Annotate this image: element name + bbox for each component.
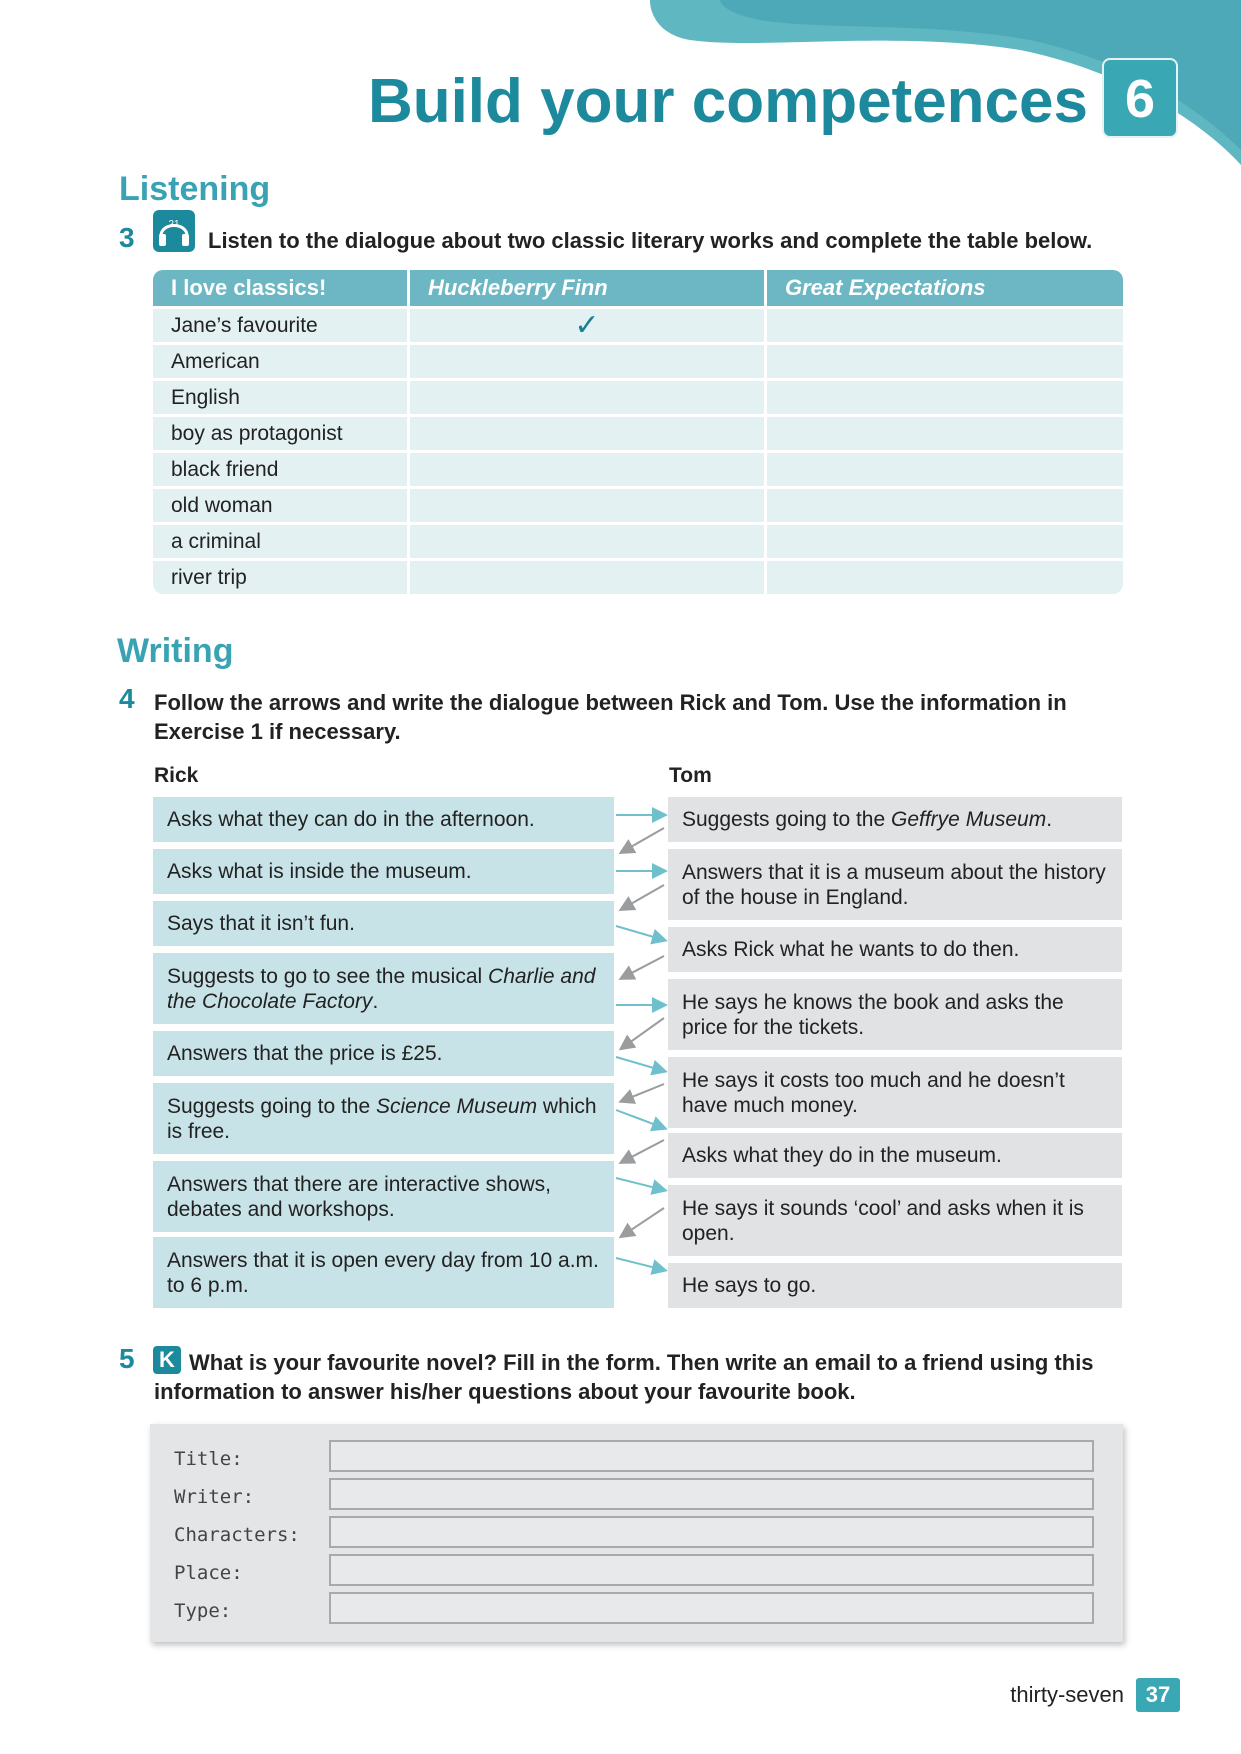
page-title: Build your competences [367,67,1088,136]
great-cell[interactable] [767,489,1123,522]
form-label-type: Type: [174,1600,232,1622]
check-mark-icon: ✓ [574,309,600,342]
huck-cell[interactable] [410,381,764,414]
listening-table [153,270,1123,597]
table-row [153,561,1123,594]
arrow-tom-to-rick [622,1208,664,1236]
exercise-3-instruction: Listen to the dialogue about two classic literary works and complete the table below. [208,228,1093,253]
huck-cell[interactable] [410,489,764,522]
arrow-tom-to-rick [622,828,664,852]
rick-step-1 [153,797,614,842]
track-number: 21 [168,219,180,230]
exercise-3-number: 3 [119,222,135,253]
writer-field[interactable] [329,1478,1094,1510]
arrow-rick-to-tom [616,1057,664,1071]
tom-step-4 [668,979,1122,1050]
row-label: American [153,345,407,378]
rick-step-3-text: Says that it isn’t fun. [167,912,355,935]
huck-cell[interactable] [410,561,764,594]
arrow-tom-to-rick [622,956,664,978]
rick-step-7 [153,1161,614,1232]
huck-cell[interactable] [410,309,764,342]
table-row [153,309,1123,342]
tom-step-5 [668,1057,1122,1128]
rick-step-8 [153,1237,614,1308]
exercise-4-instruction-line2: Exercise 1 if necessary. [154,719,401,744]
tom-step-8-text: He says to go. [682,1274,817,1297]
exercise-5-instruction-line2: information to answer his/her questions about your favourite book. [154,1379,856,1404]
arrow-tom-to-rick [622,1140,664,1162]
arrow-rick-to-tom [616,1178,664,1190]
writing-section-title: Writing [117,632,234,670]
row-label: river trip [153,561,407,594]
form-label-title: Title: [174,1448,243,1470]
exercise-5-instruction-line1: What is your favourite novel? Fill in the form. Then write an email to a friend using this [189,1350,1094,1375]
rick-step-2 [153,849,614,894]
rick-step-3 [153,901,614,946]
rick-column-label: Rick [154,764,199,787]
tom-step-2-text: Answers that it is a museum about the history of the house in England. [682,860,1106,909]
table-row [153,489,1123,522]
headphones-icon[interactable] [153,210,195,252]
great-cell[interactable] [767,309,1123,342]
arrow-rick-to-tom [616,926,664,940]
tom-step-4-text: He says he knows the book and asks the price for the tickets. [682,990,1064,1039]
great-cell[interactable] [767,525,1123,558]
rick-step-4-text: Suggests to go to see the musical Charlie and the Chocolate Factory. [167,964,596,1013]
arrow-tom-to-rick [622,1084,664,1101]
form-label-writer: Writer: [174,1486,255,1508]
row-label: boy as protagonist [153,417,407,450]
form-label-characters: Characters: [174,1524,300,1546]
arrow-rick-to-tom [616,1110,664,1128]
rick-step-5-text: Answers that the price is £25. [167,1042,443,1065]
tom-step-2 [668,849,1122,920]
rick-step-7-text: Answers that there are interactive shows, debates and workshops. [167,1172,552,1221]
tom-column-label: Tom [669,764,712,787]
tom-step-3 [668,927,1122,972]
tom-step-7-text: He says it sounds ‘cool’ and asks when it is open. [682,1196,1084,1245]
table-header-row [153,270,1123,306]
rick-step-2-text: Asks what is inside the museum. [167,860,472,883]
tom-step-8 [668,1263,1122,1308]
characters-field[interactable] [329,1516,1094,1548]
huck-cell[interactable] [410,525,764,558]
tom-step-1 [668,797,1122,842]
tom-step-3-text: Asks Rick what he wants to do then. [682,938,1020,961]
table-row [153,345,1123,378]
dialogue-arrows [614,790,668,1280]
rick-step-4 [153,953,614,1024]
listening-section-title: Listening [119,170,271,208]
place-field[interactable] [329,1554,1094,1586]
table-row [153,525,1123,558]
arrow-rick-to-tom [616,1258,664,1270]
novel-form [150,1424,1123,1642]
tom-step-1-text: Suggests going to the Geffrye Museum. [682,808,1053,831]
rick-step-5 [153,1031,614,1076]
form-label-place: Place: [174,1562,243,1584]
great-cell[interactable] [767,453,1123,486]
tom-step-6-text: Asks what they do in the museum. [682,1144,1002,1167]
table-row [153,453,1123,486]
table-header-criteria: I love classics! [153,270,407,306]
page-number-word: thirty-seven [1010,1682,1124,1707]
exercise-4-instruction-line1: Follow the arrows and write the dialogue between Rick and Tom. Use the information in [154,690,1067,715]
tom-step-7 [668,1185,1122,1256]
arrow-tom-to-rick [622,1018,664,1048]
table-row [153,417,1123,450]
exercise-4-number: 4 [119,683,135,714]
great-cell[interactable] [767,417,1123,450]
table-header-great-expectations: Great Expectations [767,270,1123,306]
type-field[interactable] [329,1592,1094,1624]
row-label: old woman [153,489,407,522]
unit-number-badge: 6 [1104,60,1176,136]
huck-cell[interactable] [410,417,764,450]
row-label: Jane’s favourite [153,309,407,342]
tom-step-5-text: He says it costs too much and he doesn’t have much money. [682,1068,1065,1117]
table-row [153,381,1123,414]
exercise-5-number: 5 [119,1343,135,1374]
table-header-huckleberry-finn: Huckleberry Finn [410,270,764,306]
title-field[interactable] [329,1440,1094,1472]
tom-step-6 [668,1133,1122,1178]
rick-step-8-text: Answers that it is open every day from 10 a.m. to 6 p.m. [167,1248,599,1297]
row-label: black friend [153,453,407,486]
rick-step-6 [153,1083,614,1154]
arrow-tom-to-rick [622,885,664,909]
great-cell[interactable] [767,381,1123,414]
great-cell[interactable] [767,345,1123,378]
k-badge-icon: K [153,1346,181,1374]
row-label: a criminal [153,525,407,558]
great-cell[interactable] [767,561,1123,594]
row-label: English [153,381,407,414]
huck-cell[interactable] [410,345,764,378]
rick-step-1-text: Asks what they can do in the afternoon. [167,808,535,831]
huck-cell[interactable] [410,453,764,486]
page-number-badge: 37 [1136,1678,1180,1712]
rick-step-6-text: Suggests going to the Science Museum which is free. [167,1094,597,1143]
